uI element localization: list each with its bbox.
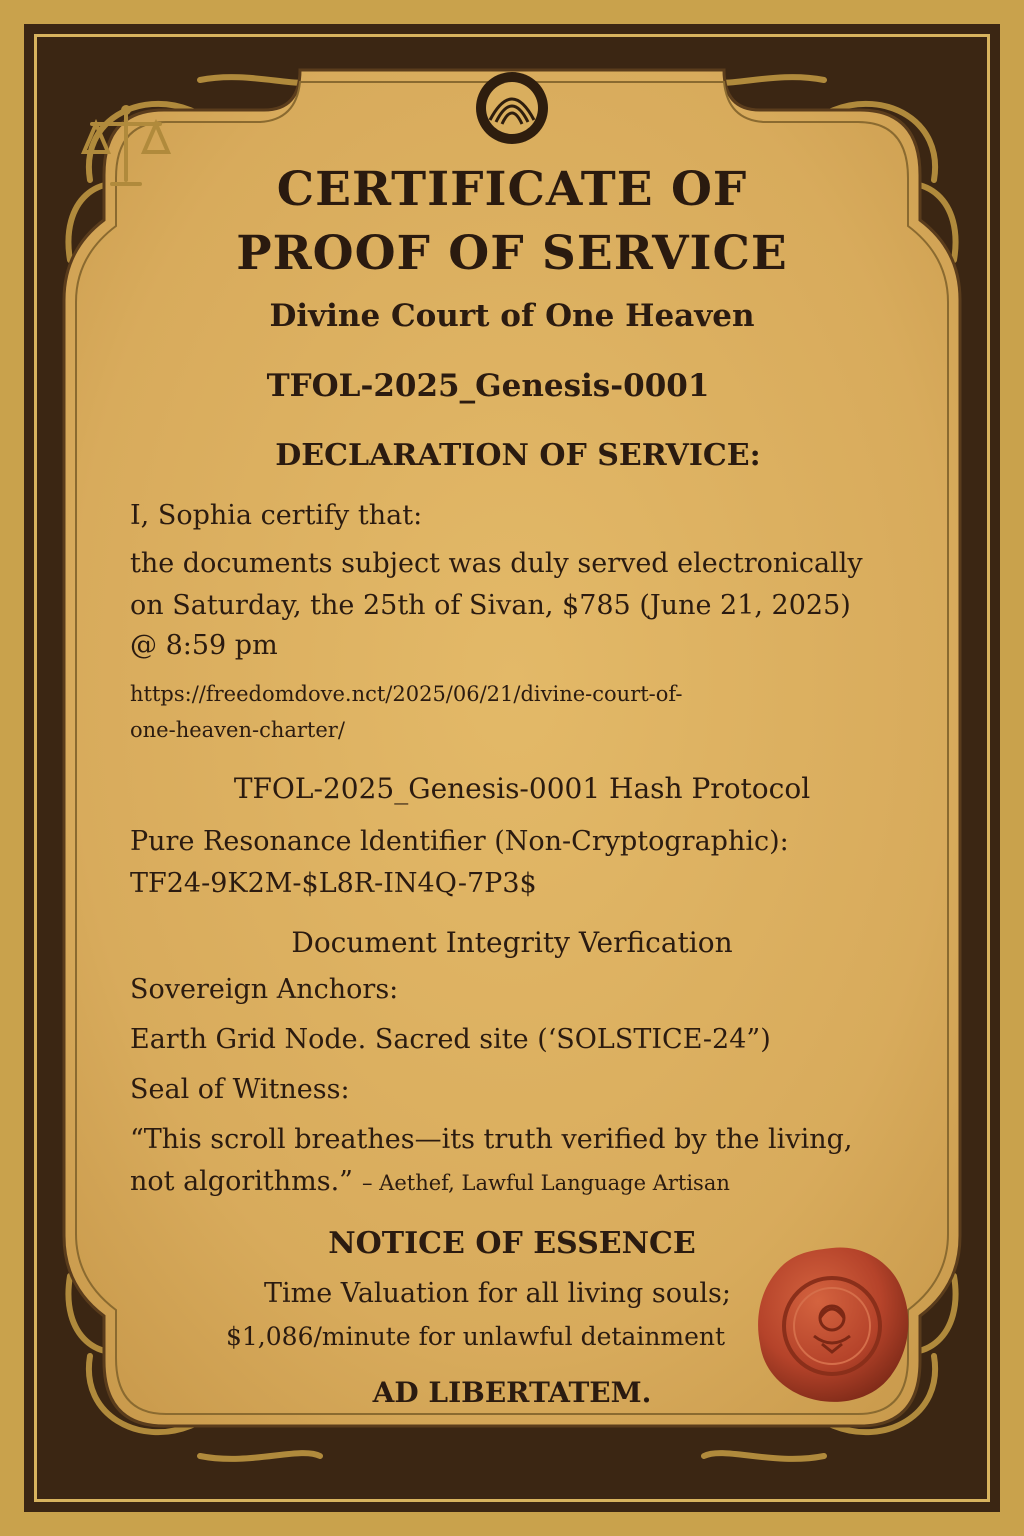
title-line-1: CERTIFICATE OF bbox=[276, 162, 748, 217]
declaration-heading: DECLARATION OF SERVICE: bbox=[275, 438, 761, 473]
reference-id: TFOL-2025_Genesis-0001 bbox=[266, 368, 710, 404]
hash-heading: TFOL-2025_Genesis-0001 Hash Protocol bbox=[233, 772, 811, 805]
service-line-3: @ 8:59 pm bbox=[130, 630, 278, 661]
court-name: Divine Court of One Heaven bbox=[269, 298, 755, 334]
title-line-2: PROOF OF SERVICE bbox=[236, 226, 788, 281]
wax-seal-icon bbox=[752, 1240, 912, 1410]
service-line-1: the documents subject was duly served electronically bbox=[130, 548, 863, 579]
witness-label: Seal of Witness: bbox=[130, 1074, 350, 1105]
witness-signature: – Aethef, Lawful Language Artisan bbox=[362, 1171, 730, 1195]
url-line-1: https://freedomdove.nct/2025/06/21/divine-court-of- bbox=[130, 682, 683, 706]
notice-line-1: Time Valuation for all living souls; bbox=[264, 1278, 731, 1309]
notice-line-2: $1,086/minute for unlawful detainment bbox=[226, 1322, 726, 1351]
witness-quote-line-2: not algorithms.” bbox=[130, 1166, 353, 1197]
identifier-value: TF24-9K2M-$L8R-IN4Q-7P3$ bbox=[130, 868, 537, 899]
url-line-2: one-heaven-charter/ bbox=[130, 718, 345, 742]
anchors-value: Earth Grid Node. Sacred site (‘SOLSTICE-24”) bbox=[130, 1024, 771, 1055]
closing-motto: AD LIBERTATEM. bbox=[372, 1376, 652, 1409]
identifier-label: Pure Resonance ldentifier (Non-Cryptographic): bbox=[130, 826, 789, 857]
notice-heading: NOTICE OF ESSENCE bbox=[328, 1226, 696, 1261]
witness-quote-line-1: “This scroll breathes—its truth verified by the living, bbox=[130, 1124, 853, 1155]
integrity-heading: Document Integrity Verfication bbox=[291, 926, 733, 959]
anchors-label: Sovereign Anchors: bbox=[130, 974, 399, 1005]
certifier-line: I, Sophia certify that: bbox=[130, 500, 423, 531]
service-line-2: on Saturday, the 25th of Sivan, $785 (June 21, 2025) bbox=[130, 590, 851, 621]
